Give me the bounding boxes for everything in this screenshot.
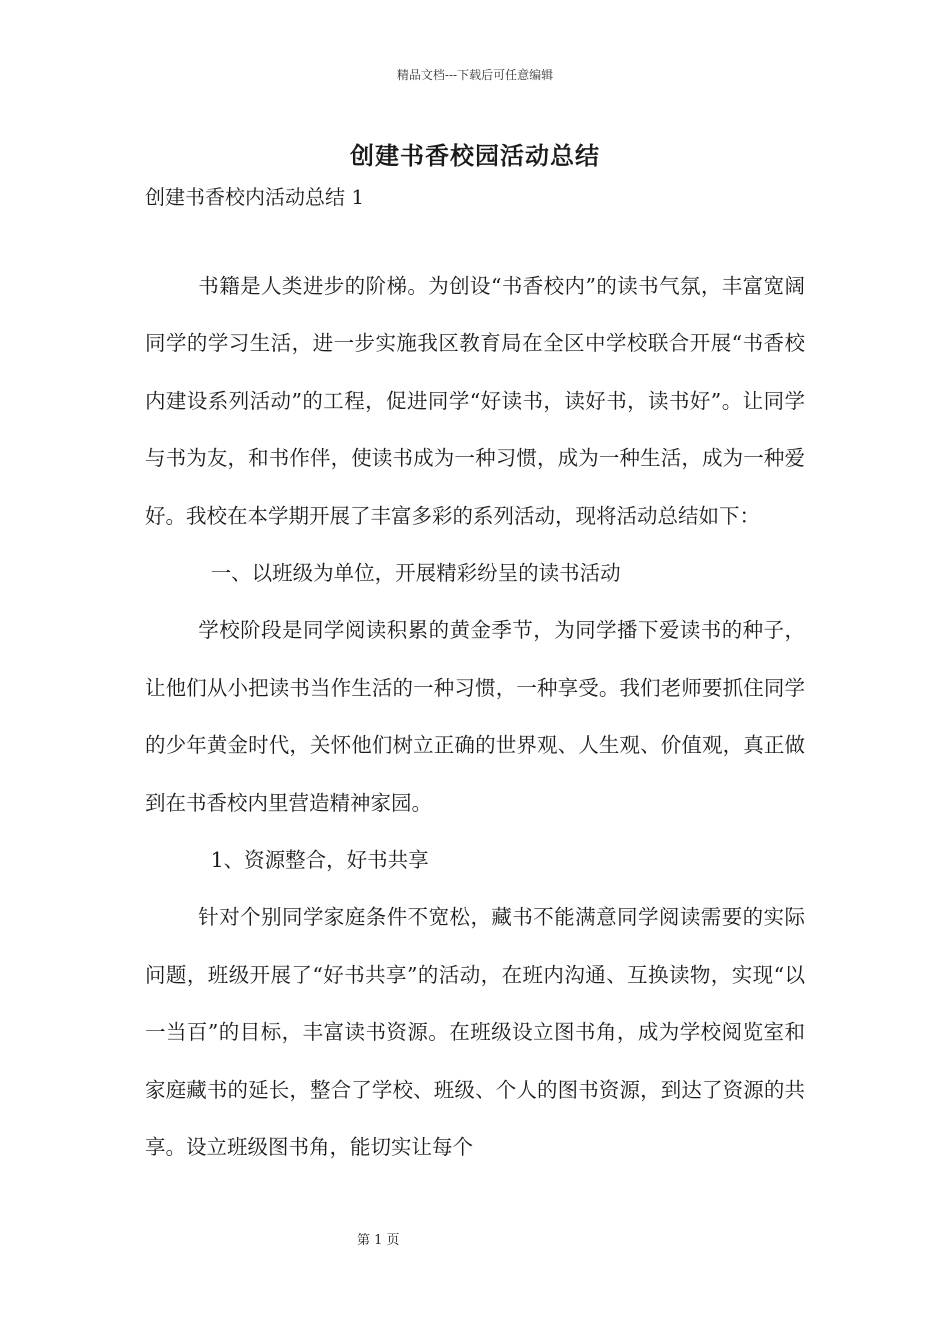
- paragraph-subsection-1: 针对个别同学家庭条件不宽松，藏书不能满意同学阅读需要的实际问题，班级开展了“好书共享”的活动，在班内沟通、互换读物，实现“以一当百”的目标，丰富读书资源。在班级设立图书角，成为学校阅览室和家庭藏书的延长，整合了学校、班级、个人的图书资源，到达了资源的共享。设立班级图书角，能切实让每个: [145, 905, 805, 1160]
- document-body: [145, 258, 805, 1177]
- section-heading-1: 一、以班级为单位，开展精彩纷呈的读书活动: [210, 561, 621, 586]
- paragraph-section-1: 学校阶段是同学阅读积累的黄金季节，为同学播下爱读书的种子，让他们从小把读书当作生活的一种习惯，一种享受。我们老师要抓住同学的少年黄金时代，关怀他们树立正确的世界观、人生观、价值观，真正做到在书香校内里营造精神家园。: [145, 618, 805, 815]
- document-subtitle: 创建书香校内活动总结 1: [145, 185, 365, 209]
- page-header-watermark: 精品文档---下载后可任意编辑: [396, 68, 554, 82]
- paragraph-intro: 书籍是人类进步的阶梯。为创设“书香校内”的读书气氛，丰富宽阔同学的学习生活，进一步实施我区教育局在全区中学校联合开展“书香校内建设系列活动”的工程，促进同学“好读书，读好书，读书好”。让同学与书为友，和书作伴，使读书成为一种习惯，成为一种生活，成为一种爱好。我校在本学期开展了丰富多彩的系列活动，现将活动总结如下：: [145, 274, 805, 528]
- document-title: 创建书香校园活动总结: [350, 141, 600, 170]
- subsection-heading-1: 1、资源整合，好书共享: [210, 848, 429, 873]
- page-number: 第 1 页: [357, 1233, 400, 1248]
